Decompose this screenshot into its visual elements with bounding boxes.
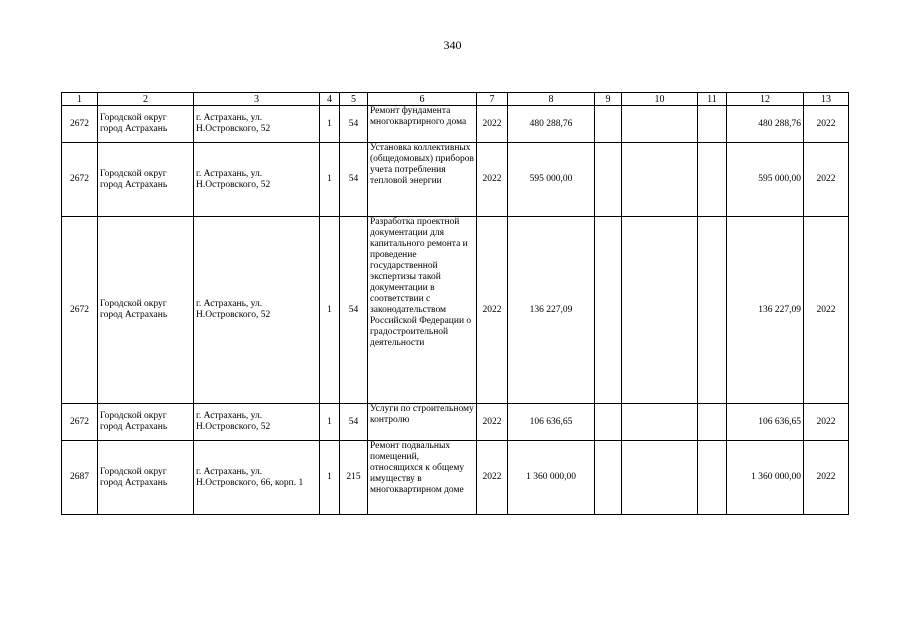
column-header: 5 [340, 93, 368, 106]
col10-cell [622, 404, 698, 441]
col9-cell [595, 217, 622, 404]
address-cell: г. Астрахань, ул. Н.Островского, 66, корп. 1 [194, 441, 320, 515]
record-id-cell: 2672 [62, 404, 98, 441]
column-header: 1 [62, 93, 98, 106]
total-cost-cell: 136 227,09 [508, 217, 595, 404]
col10-cell [622, 143, 698, 217]
table-row [62, 404, 849, 441]
cost-cell: 1 360 000,00 [727, 441, 804, 515]
column-number-row [62, 93, 849, 106]
col5-cell: 54 [340, 106, 368, 143]
work-type-cell: Ремонт подвальных помещений, относящихся к общему имуществу в многоквартирном доме [368, 441, 477, 515]
col10-cell [622, 217, 698, 404]
column-header: 13 [804, 93, 849, 106]
column-header: 3 [194, 93, 320, 106]
column-header: 4 [320, 93, 340, 106]
total-cost-cell: 1 360 000,00 [508, 441, 595, 515]
col5-cell: 54 [340, 143, 368, 217]
end-year-cell: 2022 [804, 441, 849, 515]
municipality-cell: Городской округ город Астрахань [98, 404, 194, 441]
column-header: 7 [477, 93, 508, 106]
col4-cell: 1 [320, 217, 340, 404]
column-header: 11 [698, 93, 727, 106]
col10-cell [622, 441, 698, 515]
cost-cell: 136 227,09 [727, 217, 804, 404]
total-cost-cell: 106 636,65 [508, 404, 595, 441]
col4-cell: 1 [320, 441, 340, 515]
end-year-cell: 2022 [804, 404, 849, 441]
col11-cell [698, 404, 727, 441]
record-id-cell: 2687 [62, 441, 98, 515]
table-row [62, 441, 849, 515]
table-row [62, 106, 849, 143]
year-cell: 2022 [477, 217, 508, 404]
table-row [62, 217, 849, 404]
col5-cell: 54 [340, 217, 368, 404]
year-cell: 2022 [477, 441, 508, 515]
col9-cell [595, 441, 622, 515]
table-row [62, 143, 849, 217]
municipality-cell: Городской округ город Астрахань [98, 441, 194, 515]
col10-cell [622, 106, 698, 143]
column-header: 2 [98, 93, 194, 106]
col11-cell [698, 106, 727, 143]
col9-cell [595, 106, 622, 143]
col4-cell: 1 [320, 143, 340, 217]
col4-cell: 1 [320, 404, 340, 441]
end-year-cell: 2022 [804, 217, 849, 404]
column-header: 12 [727, 93, 804, 106]
municipality-cell: Городской округ город Астрахань [98, 106, 194, 143]
year-cell: 2022 [477, 106, 508, 143]
record-id-cell: 2672 [62, 143, 98, 217]
column-header: 8 [508, 93, 595, 106]
capital-repair-table [61, 92, 849, 515]
end-year-cell: 2022 [804, 143, 849, 217]
cost-cell: 106 636,65 [727, 404, 804, 441]
work-type-cell: Ремонт фундамента многоквартирного дома [368, 106, 477, 143]
record-id-cell: 2672 [62, 217, 98, 404]
col9-cell [595, 404, 622, 441]
col5-cell: 54 [340, 404, 368, 441]
work-type-cell: Услуги по строительному контролю [368, 404, 477, 441]
end-year-cell: 2022 [804, 106, 849, 143]
work-type-cell: Установка коллективных (общедомовых) приборов учета потребления тепловой энергии [368, 143, 477, 217]
address-cell: г. Астрахань, ул. Н.Островского, 52 [194, 106, 320, 143]
col11-cell [698, 441, 727, 515]
address-cell: г. Астрахань, ул. Н.Островского, 52 [194, 217, 320, 404]
col9-cell [595, 143, 622, 217]
record-id-cell: 2672 [62, 106, 98, 143]
column-header: 10 [622, 93, 698, 106]
address-cell: г. Астрахань, ул. Н.Островского, 52 [194, 404, 320, 441]
address-cell: г. Астрахань, ул. Н.Островского, 52 [194, 143, 320, 217]
municipality-cell: Городской округ город Астрахань [98, 143, 194, 217]
year-cell: 2022 [477, 143, 508, 217]
municipality-cell: Городской округ город Астрахань [98, 217, 194, 404]
total-cost-cell: 480 288,76 [508, 106, 595, 143]
col5-cell: 215 [340, 441, 368, 515]
col11-cell [698, 143, 727, 217]
year-cell: 2022 [477, 404, 508, 441]
cost-cell: 595 000,00 [727, 143, 804, 217]
work-type-cell: Разработка проектной документации для капитального ремонта и проведение государственной экспертизы такой документации в соответствии с законодательством Российской Федерации о градостроительной деятельности [368, 217, 477, 404]
column-header: 9 [595, 93, 622, 106]
total-cost-cell: 595 000,00 [508, 143, 595, 217]
cost-cell: 480 288,76 [727, 106, 804, 143]
col11-cell [698, 217, 727, 404]
col4-cell: 1 [320, 106, 340, 143]
column-header: 6 [368, 93, 477, 106]
page-number: 340 [443, 38, 462, 52]
